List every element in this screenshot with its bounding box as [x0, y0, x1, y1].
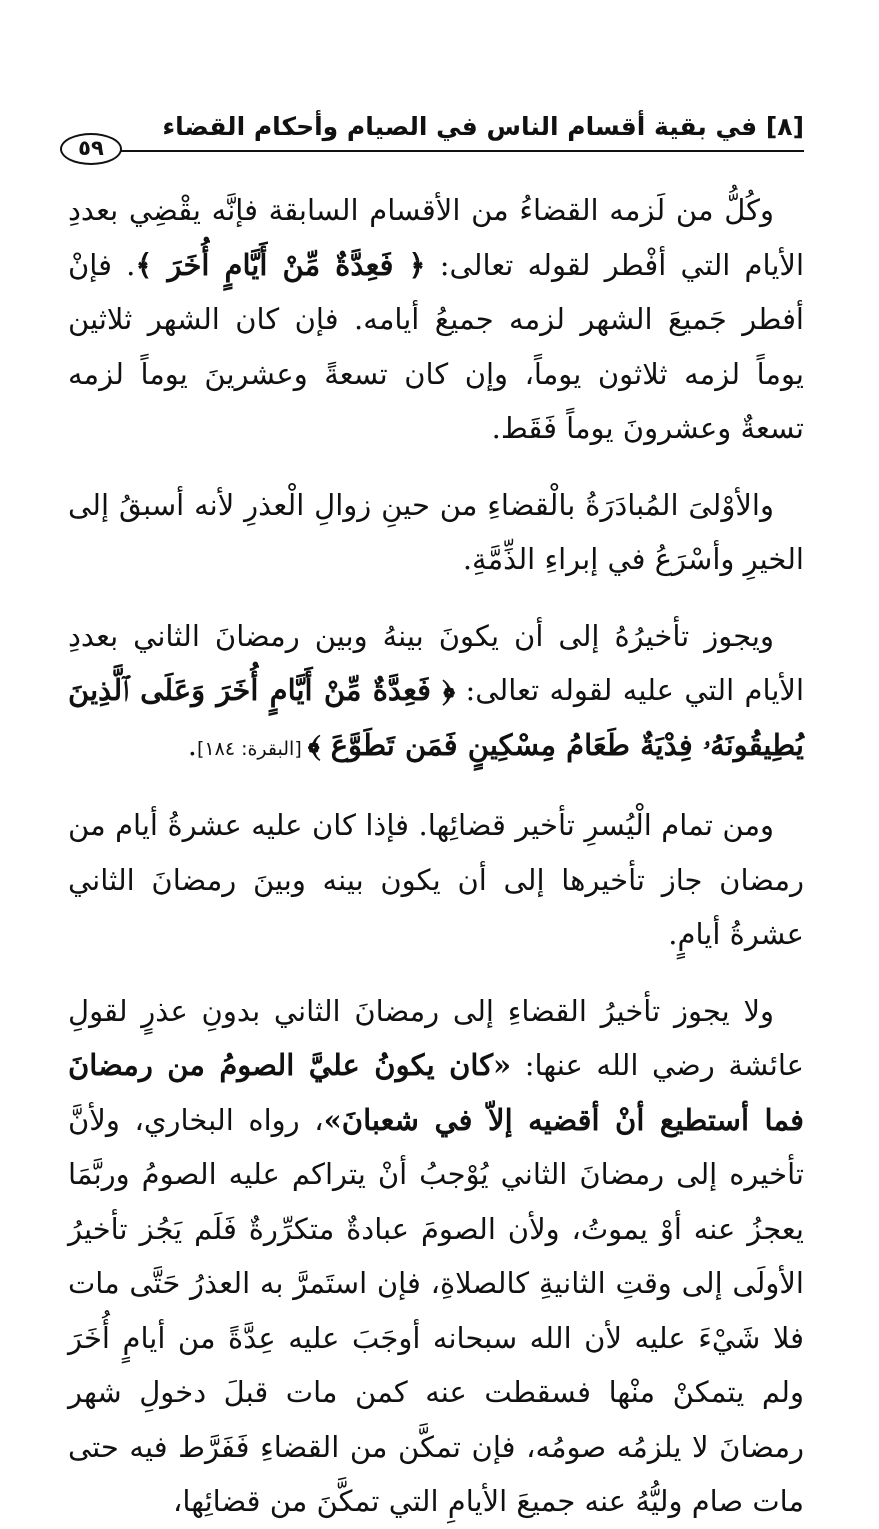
quran-verse: ﴿ فَعِدَّةٌ مِّنْ أَيَّامٍ أُخَرَ ﴾ — [135, 247, 426, 282]
text-run: ومن تمام الْيُسرِ تأخير قضائِها. فإذا كان عليه عشرةُ أيام من رمضان جاز تأخيرها إلى أن يكون بينه وبينَ رمضانَ الثاني عشرةُ أيامٍ. — [68, 808, 804, 951]
hadith-quote: «كان يكونُ عليَّ الصومُ من رمضانَ فما أستطيع أنْ أقضيه إلاّ في شعبانَ» — [68, 1048, 804, 1137]
paragraph — [68, 798, 804, 962]
text-run: وكُلُّ من لَزمه القضاءُ من الأقسام السابقة فإنَّه يقْضِي بعددِ الأيام التي أفْطر لقوله تعالى: — [68, 193, 804, 282]
text-run: ، رواه البخاري، ولأنَّ تأخيره إلى رمضانَ الثاني يُوْجبُ أنْ يتراكم عليه الصومُ وربَّمَا يعجزُ عنه أوْ يموتُ، ولأن الصومَ عبادةٌ متكرِّرةٌ فَلَم يَجُز تأخيرُ الأولَى إلى وقتِ الثانيةِ كالصلاةِ، فإن استَمرَّ به العذرُ حَتَّى مات فلا شَيْءَ عليه لأن الله سبحانه أوجَبَ عليه عِدَّةً من أيامٍ أُخَرَ ولم يتمكنْ منْها فسقطت عنه كمن مات قبلَ دخولِ شهر رمضانَ لا يلزمُه صومُه، فإن تمكَّن من القضاءِ فَفَرَّط فيه حتى مات صام وليُّهُ عنه جميعَ الأيامِ التي تمكَّنَ من قضائِها، — [68, 1102, 804, 1518]
paragraph — [68, 984, 804, 1529]
paragraph — [68, 183, 804, 456]
text-run: ولا يجوز تأخيرُ القضاءِ إلى رمضانَ الثاني بدونِ عذرٍ لقولِ عائشة رضي الله عنها: — [68, 993, 804, 1082]
chapter-title: [٨] في بقية أقسام الناس في الصيام وأحكام القضاء — [162, 112, 804, 141]
header-rule — [120, 150, 804, 152]
quran-verse: ﴿ فَعِدَّةٌ مِّنْ أَيَّامٍ أُخَرَ وَعَلَى ٱلَّذِينَ يُطِيقُونَهُۥ فِدْيَةٌ طَعَامُ مِسْكِينٍ فَمَن تَطَوَّعَ ﴾ — [68, 673, 804, 762]
text-run: ويجوز تأخيرُهُ إلى أن يكونَ بينهُ وبين رمضانَ الثاني بعددِ الأيام التي عليه لقوله تعالى: — [68, 618, 804, 707]
text-run: . فإنْ أفطر جَميعَ الشهر لزمه جميعُ أيامه. فإن كان الشهر ثلاثين يوماً لزمه ثلاثون يوماً، وإن كان تسعةً وعشرينَ يوماً لزمه تسعةٌ وعشرونَ يوماً فَقَط. — [68, 247, 804, 445]
text-run: والأوْلىَ المُبادَرَةُ بالْقضاءِ من حينِ زوالِ الْعذرِ لأنه أسبقُ إلى الخيرِ وأسْرَعُ في إبراءِ الذِّمَّةِ. — [68, 487, 804, 576]
verse-reference: [البقرة: ١٨٤] — [196, 737, 308, 760]
page-header — [60, 110, 804, 180]
paragraph — [68, 478, 804, 587]
text-run: . — [187, 727, 197, 762]
page-number: ٥٩ — [60, 133, 122, 165]
paragraph — [68, 609, 804, 777]
body-text — [68, 183, 804, 1529]
